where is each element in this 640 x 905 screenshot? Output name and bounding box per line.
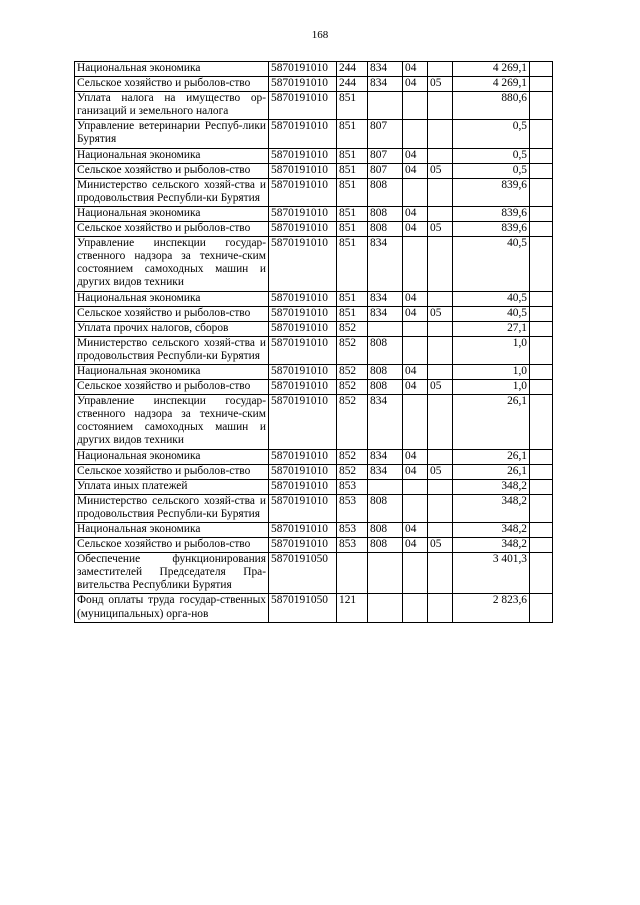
amount-cell: 0,5 (453, 163, 530, 178)
section-cell: 04 (403, 206, 428, 221)
empty-cell (530, 594, 553, 622)
empty-cell (530, 523, 553, 538)
section-cell: 04 (403, 77, 428, 92)
expense-type-cell: 851 (337, 120, 368, 148)
target-article-cell: 5870191050 (269, 553, 337, 594)
table-row (75, 395, 553, 449)
target-article-cell: 5870191010 (269, 464, 337, 479)
empty-cell (530, 538, 553, 553)
section-cell (403, 178, 428, 206)
table-row (75, 62, 553, 77)
item-name-cell: Национальная экономика (75, 62, 269, 77)
administrator-code-cell: 834 (368, 306, 403, 321)
administrator-code-cell: 807 (368, 163, 403, 178)
section-cell: 04 (403, 222, 428, 237)
item-name-cell: Сельское хозяйство и рыболов-ство (75, 77, 269, 92)
section-cell: 04 (403, 523, 428, 538)
amount-cell: 0,5 (453, 120, 530, 148)
section-cell (403, 553, 428, 594)
amount-cell: 40,5 (453, 306, 530, 321)
empty-cell (530, 553, 553, 594)
table-row (75, 222, 553, 237)
expense-type-cell: 121 (337, 594, 368, 622)
subsection-cell (428, 237, 453, 291)
amount-cell: 4 269,1 (453, 62, 530, 77)
expense-type-cell: 853 (337, 538, 368, 553)
subsection-cell: 05 (428, 306, 453, 321)
item-name-cell: Министерство сельского хозяй-ства и продовольствия Республи-ки Бурятия (75, 494, 269, 522)
target-article-cell: 5870191010 (269, 206, 337, 221)
table-row (75, 336, 553, 364)
subsection-cell: 05 (428, 380, 453, 395)
administrator-code-cell: 808 (368, 380, 403, 395)
section-cell: 04 (403, 449, 428, 464)
amount-cell: 0,5 (453, 148, 530, 163)
item-name-cell: Уплата налога на имущество ор-ганизаций и земельного налога (75, 92, 269, 120)
table-row (75, 449, 553, 464)
table-row (75, 538, 553, 553)
item-name-cell: Министерство сельского хозяй-ства и продовольствия Республи-ки Бурятия (75, 336, 269, 364)
table-row (75, 321, 553, 336)
administrator-code-cell: 808 (368, 494, 403, 522)
empty-cell (530, 380, 553, 395)
amount-cell: 1,0 (453, 364, 530, 379)
empty-cell (530, 464, 553, 479)
expense-type-cell: 244 (337, 77, 368, 92)
expense-type-cell: 851 (337, 306, 368, 321)
item-name-cell: Управление инспекции государ-ственного надзора за техниче-ским состоянием самоходных машин и других видов техники (75, 237, 269, 291)
subsection-cell: 05 (428, 538, 453, 553)
amount-cell: 40,5 (453, 237, 530, 291)
section-cell: 04 (403, 380, 428, 395)
section-cell (403, 321, 428, 336)
item-name-cell: Национальная экономика (75, 291, 269, 306)
amount-cell: 839,6 (453, 206, 530, 221)
expense-type-cell: 851 (337, 291, 368, 306)
subsection-cell (428, 594, 453, 622)
item-name-cell: Уплата иных платежей (75, 479, 269, 494)
expense-type-cell: 851 (337, 206, 368, 221)
target-article-cell: 5870191010 (269, 77, 337, 92)
empty-cell (530, 291, 553, 306)
administrator-code-cell (368, 594, 403, 622)
target-article-cell: 5870191010 (269, 291, 337, 306)
expense-type-cell: 852 (337, 464, 368, 479)
amount-cell: 3 401,3 (453, 553, 530, 594)
administrator-code-cell: 834 (368, 449, 403, 464)
subsection-cell (428, 523, 453, 538)
section-cell (403, 92, 428, 120)
item-name-cell: Национальная экономика (75, 364, 269, 379)
administrator-code-cell: 834 (368, 395, 403, 449)
administrator-code-cell (368, 92, 403, 120)
target-article-cell: 5870191010 (269, 148, 337, 163)
amount-cell: 348,2 (453, 479, 530, 494)
administrator-code-cell: 834 (368, 237, 403, 291)
amount-cell: 26,1 (453, 464, 530, 479)
empty-cell (530, 306, 553, 321)
table-row (75, 163, 553, 178)
table-row (75, 494, 553, 522)
section-cell (403, 479, 428, 494)
table-row (75, 479, 553, 494)
amount-cell: 348,2 (453, 494, 530, 522)
subsection-cell (428, 449, 453, 464)
table-row (75, 364, 553, 379)
table-row (75, 148, 553, 163)
table-row (75, 306, 553, 321)
subsection-cell (428, 494, 453, 522)
expense-type-cell: 853 (337, 494, 368, 522)
empty-cell (530, 237, 553, 291)
subsection-cell (428, 206, 453, 221)
item-name-cell: Сельское хозяйство и рыболов-ство (75, 380, 269, 395)
target-article-cell: 5870191010 (269, 494, 337, 522)
table-row (75, 77, 553, 92)
target-article-cell: 5870191010 (269, 62, 337, 77)
section-cell: 04 (403, 306, 428, 321)
administrator-code-cell: 808 (368, 523, 403, 538)
administrator-code-cell: 808 (368, 178, 403, 206)
expense-type-cell: 244 (337, 62, 368, 77)
empty-cell (530, 163, 553, 178)
expense-type-cell: 853 (337, 479, 368, 494)
amount-cell: 348,2 (453, 523, 530, 538)
table-row (75, 464, 553, 479)
target-article-cell: 5870191010 (269, 479, 337, 494)
administrator-code-cell (368, 479, 403, 494)
expense-type-cell: 852 (337, 380, 368, 395)
expense-type-cell: 852 (337, 336, 368, 364)
subsection-cell: 05 (428, 163, 453, 178)
section-cell: 04 (403, 148, 428, 163)
amount-cell: 4 269,1 (453, 77, 530, 92)
empty-cell (530, 449, 553, 464)
amount-cell: 2 823,6 (453, 594, 530, 622)
expense-type-cell (337, 553, 368, 594)
item-name-cell: Уплата прочих налогов, сборов (75, 321, 269, 336)
item-name-cell: Министерство сельского хозяй-ства и продовольствия Республи-ки Бурятия (75, 178, 269, 206)
empty-cell (530, 206, 553, 221)
subsection-cell (428, 321, 453, 336)
expense-type-cell: 851 (337, 148, 368, 163)
subsection-cell: 05 (428, 464, 453, 479)
administrator-code-cell (368, 321, 403, 336)
subsection-cell (428, 62, 453, 77)
subsection-cell (428, 291, 453, 306)
section-cell: 04 (403, 538, 428, 553)
administrator-code-cell: 807 (368, 148, 403, 163)
item-name-cell: Национальная экономика (75, 148, 269, 163)
amount-cell: 880,6 (453, 92, 530, 120)
administrator-code-cell: 834 (368, 62, 403, 77)
subsection-cell (428, 178, 453, 206)
administrator-code-cell: 808 (368, 222, 403, 237)
page-number: 168 (311, 29, 329, 41)
table-row (75, 553, 553, 594)
item-name-cell: Сельское хозяйство и рыболов-ство (75, 538, 269, 553)
target-article-cell: 5870191010 (269, 395, 337, 449)
section-cell (403, 395, 428, 449)
table-row (75, 237, 553, 291)
table-row (75, 523, 553, 538)
section-cell: 04 (403, 291, 428, 306)
expense-type-cell: 852 (337, 321, 368, 336)
empty-cell (530, 178, 553, 206)
administrator-code-cell: 807 (368, 120, 403, 148)
target-article-cell: 5870191010 (269, 163, 337, 178)
target-article-cell: 5870191010 (269, 306, 337, 321)
expense-type-cell: 852 (337, 449, 368, 464)
item-name-cell: Обеспечение функционирования заместителей Председателя Пра-вительства Республики Бурятия (75, 553, 269, 594)
empty-cell (530, 222, 553, 237)
amount-cell: 26,1 (453, 395, 530, 449)
section-cell: 04 (403, 364, 428, 379)
section-cell: 04 (403, 464, 428, 479)
subsection-cell: 05 (428, 222, 453, 237)
section-cell (403, 237, 428, 291)
empty-cell (530, 364, 553, 379)
amount-cell: 1,0 (453, 336, 530, 364)
administrator-code-cell: 808 (368, 206, 403, 221)
table-body (75, 62, 553, 623)
administrator-code-cell: 834 (368, 291, 403, 306)
expense-type-cell: 851 (337, 237, 368, 291)
target-article-cell: 5870191010 (269, 336, 337, 364)
expense-type-cell: 851 (337, 92, 368, 120)
amount-cell: 348,2 (453, 538, 530, 553)
item-name-cell: Управление инспекции государ-ственного надзора за техниче-ским состоянием самоходных машин и других видов техники (75, 395, 269, 449)
subsection-cell (428, 120, 453, 148)
subsection-cell (428, 553, 453, 594)
section-cell: 04 (403, 163, 428, 178)
item-name-cell: Сельское хозяйство и рыболов-ство (75, 306, 269, 321)
empty-cell (530, 92, 553, 120)
section-cell: 04 (403, 62, 428, 77)
expense-type-cell: 853 (337, 523, 368, 538)
table-row (75, 380, 553, 395)
subsection-cell: 05 (428, 77, 453, 92)
amount-cell: 1,0 (453, 380, 530, 395)
table-row (75, 178, 553, 206)
amount-cell: 839,6 (453, 222, 530, 237)
table-row (75, 120, 553, 148)
empty-cell (530, 395, 553, 449)
empty-cell (530, 494, 553, 522)
empty-cell (530, 77, 553, 92)
target-article-cell: 5870191050 (269, 594, 337, 622)
amount-cell: 26,1 (453, 449, 530, 464)
subsection-cell (428, 92, 453, 120)
expense-type-cell: 852 (337, 395, 368, 449)
item-name-cell: Национальная экономика (75, 449, 269, 464)
target-article-cell: 5870191010 (269, 364, 337, 379)
item-name-cell: Сельское хозяйство и рыболов-ство (75, 163, 269, 178)
target-article-cell: 5870191010 (269, 538, 337, 553)
expense-type-cell: 852 (337, 364, 368, 379)
item-name-cell: Национальная экономика (75, 206, 269, 221)
target-article-cell: 5870191010 (269, 449, 337, 464)
subsection-cell (428, 148, 453, 163)
table-row (75, 594, 553, 622)
target-article-cell: 5870191010 (269, 222, 337, 237)
empty-cell (530, 336, 553, 364)
administrator-code-cell: 834 (368, 464, 403, 479)
amount-cell: 27,1 (453, 321, 530, 336)
section-cell (403, 594, 428, 622)
item-name-cell: Национальная экономика (75, 523, 269, 538)
empty-cell (530, 321, 553, 336)
target-article-cell: 5870191010 (269, 92, 337, 120)
table-row (75, 92, 553, 120)
subsection-cell (428, 395, 453, 449)
empty-cell (530, 62, 553, 77)
administrator-code-cell: 808 (368, 336, 403, 364)
target-article-cell: 5870191010 (269, 321, 337, 336)
section-cell (403, 494, 428, 522)
empty-cell (530, 148, 553, 163)
administrator-code-cell: 808 (368, 538, 403, 553)
target-article-cell: 5870191010 (269, 237, 337, 291)
item-name-cell: Сельское хозяйство и рыболов-ство (75, 464, 269, 479)
table-row (75, 291, 553, 306)
item-name-cell: Сельское хозяйство и рыболов-ство (75, 222, 269, 237)
section-cell (403, 120, 428, 148)
target-article-cell: 5870191010 (269, 380, 337, 395)
item-name-cell: Управление ветеринарии Респуб-лики Бурятия (75, 120, 269, 148)
subsection-cell (428, 479, 453, 494)
expense-type-cell: 851 (337, 222, 368, 237)
target-article-cell: 5870191010 (269, 523, 337, 538)
administrator-code-cell: 834 (368, 77, 403, 92)
amount-cell: 839,6 (453, 178, 530, 206)
subsection-cell (428, 336, 453, 364)
administrator-code-cell (368, 553, 403, 594)
empty-cell (530, 120, 553, 148)
budget-table (74, 61, 553, 623)
empty-cell (530, 479, 553, 494)
target-article-cell: 5870191010 (269, 178, 337, 206)
expense-type-cell: 851 (337, 178, 368, 206)
administrator-code-cell: 808 (368, 364, 403, 379)
expense-type-cell: 851 (337, 163, 368, 178)
target-article-cell: 5870191010 (269, 120, 337, 148)
section-cell (403, 336, 428, 364)
item-name-cell: Фонд оплаты труда государ-ственных (муниципальных) орга-нов (75, 594, 269, 622)
table-row (75, 206, 553, 221)
subsection-cell (428, 364, 453, 379)
amount-cell: 40,5 (453, 291, 530, 306)
